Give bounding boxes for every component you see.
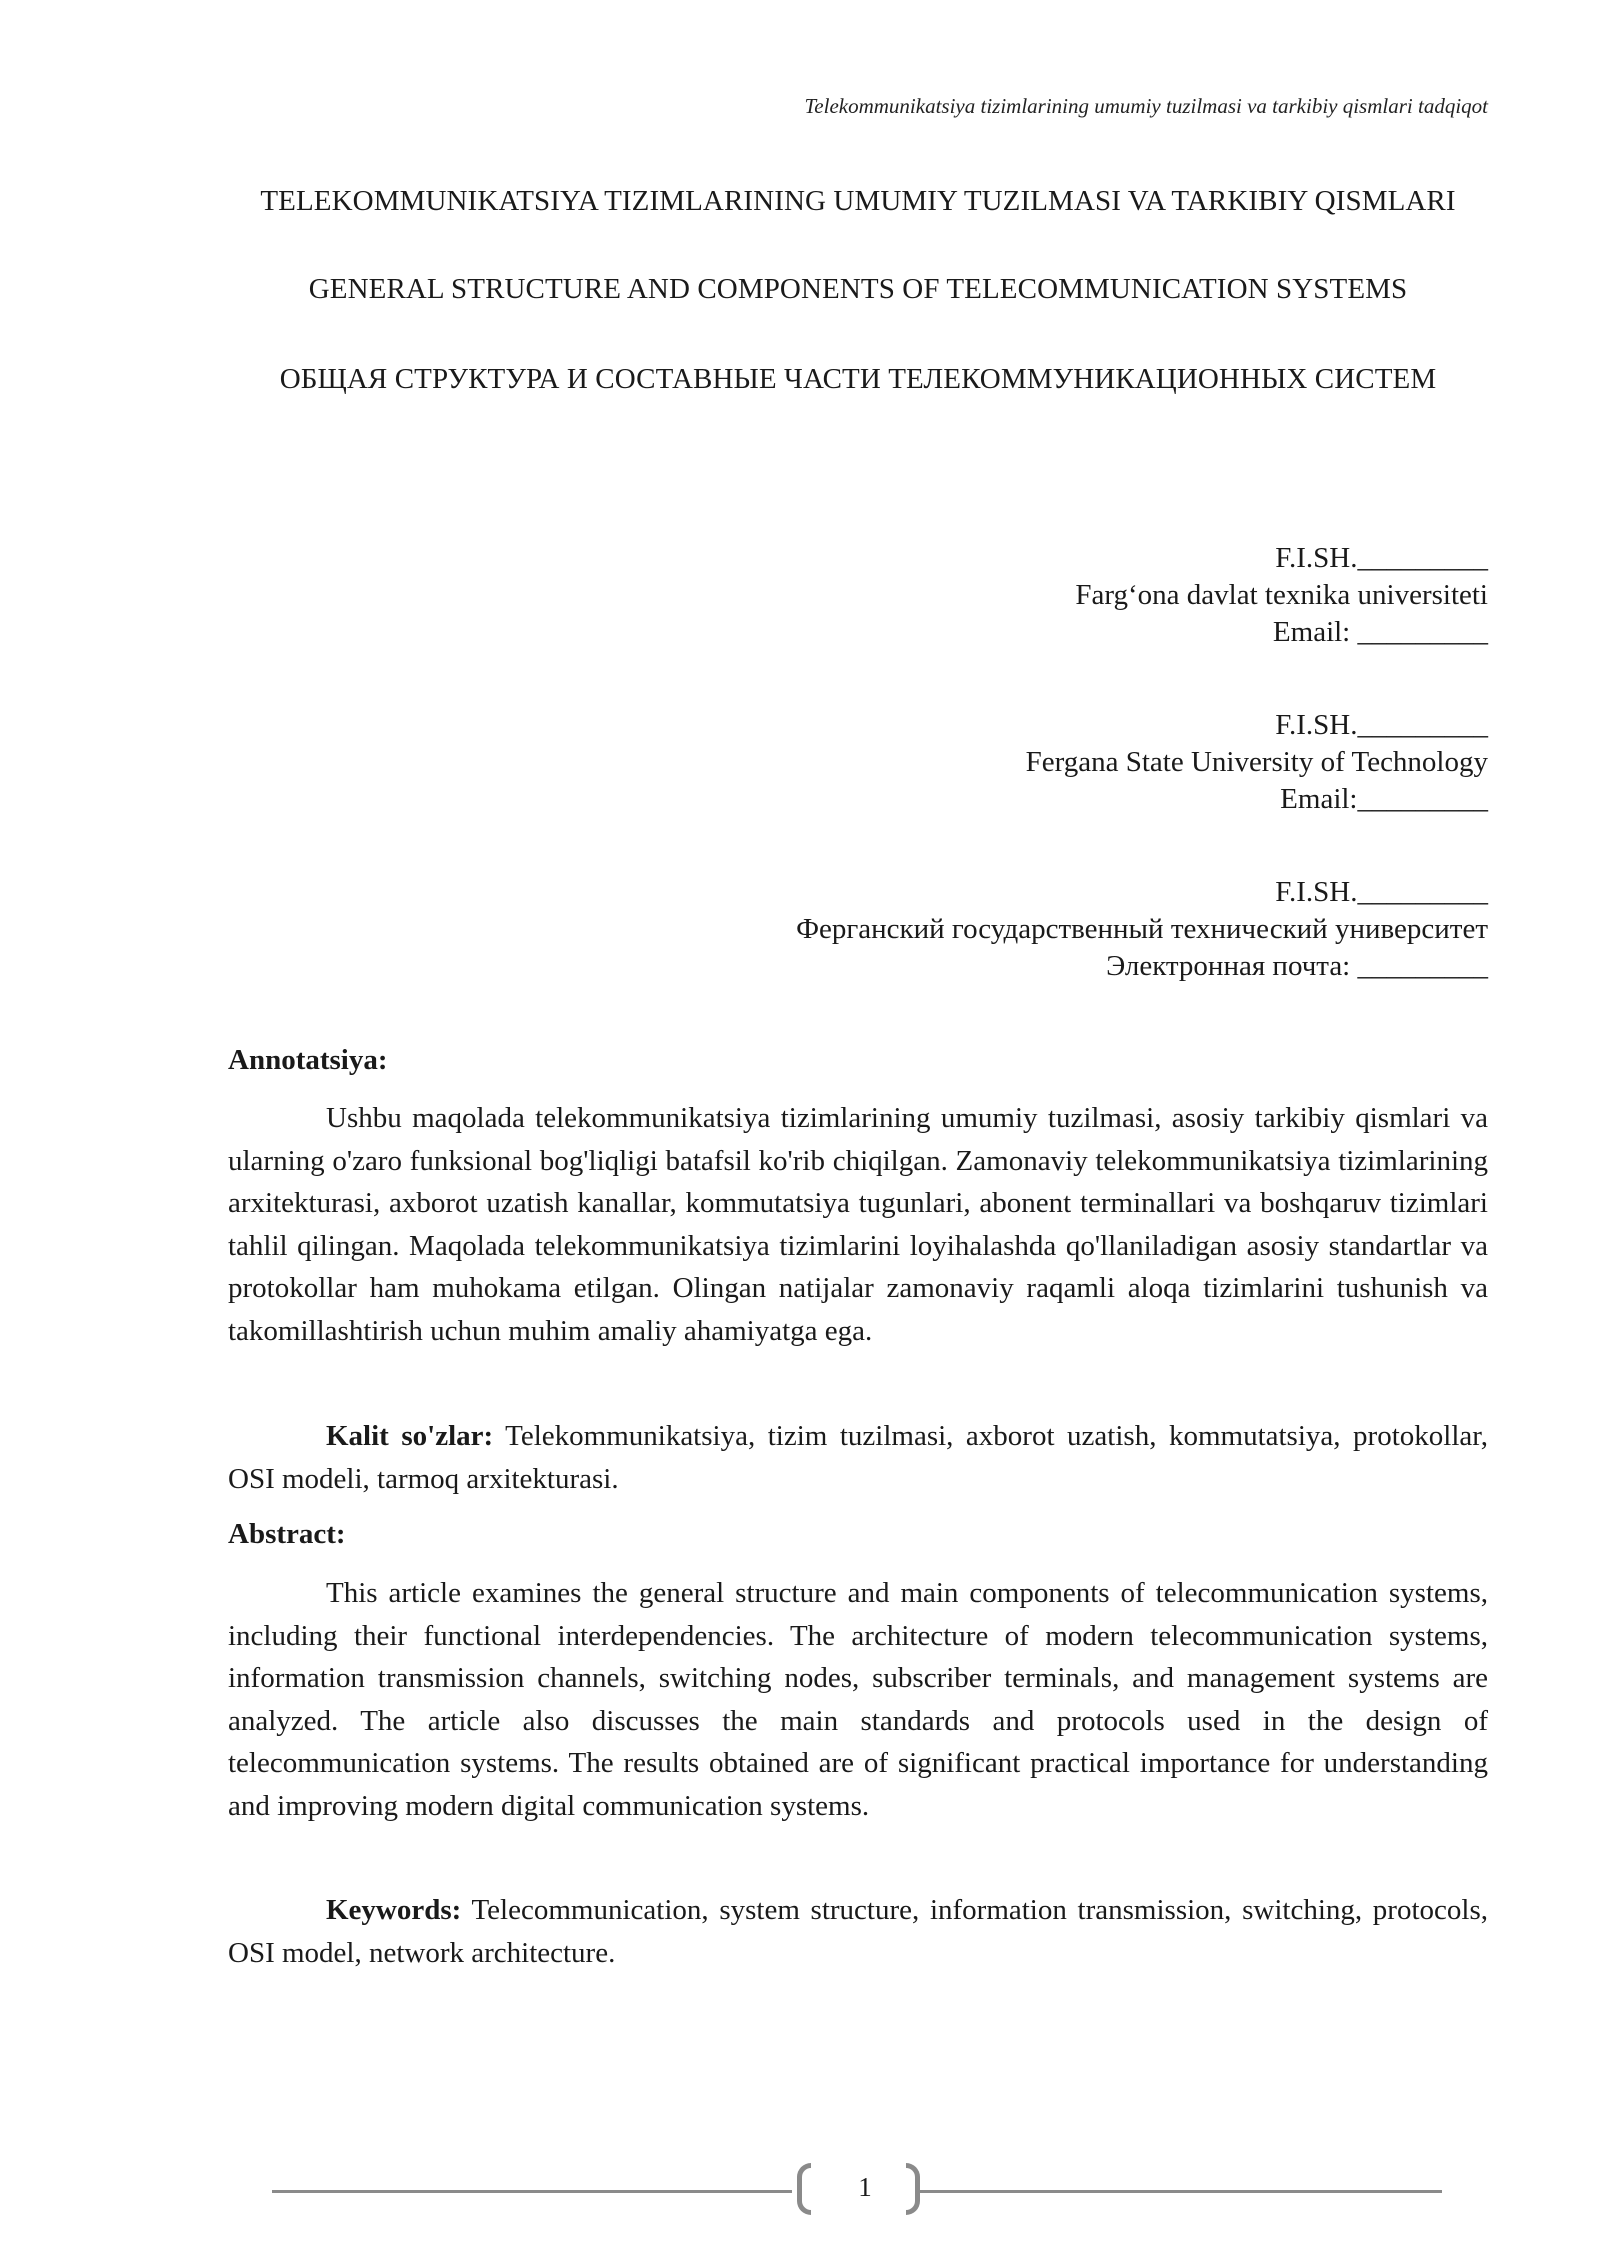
- author-name: F.I.SH._________: [1275, 542, 1488, 574]
- author-name: F.I.SH._________: [1275, 876, 1488, 908]
- author-affiliation: Fergana State University of Technology: [1025, 746, 1488, 778]
- author-block-en: [228, 707, 1488, 818]
- title-english: GENERAL STRUCTURE AND COMPONENTS OF TELECOMMUNICATION SYSTEMS: [308, 273, 1408, 305]
- annotation-keywords: [228, 1415, 1488, 1500]
- footer-rule-left: [272, 2190, 792, 2193]
- author-affiliation: Ферганский государственный технический университет: [796, 913, 1488, 945]
- abstract-keywords: [228, 1889, 1488, 1974]
- author-block-uz: [228, 540, 1488, 651]
- author-email: Электронная почта: _________: [1106, 950, 1488, 982]
- title-russian: ОБЩАЯ СТРУКТУРА И СОСТАВНЫЕ ЧАСТИ ТЕЛЕКОММУНИКАЦИОННЫХ СИСТЕМ: [279, 363, 1437, 395]
- title-block: [228, 182, 1488, 398]
- author-name: F.I.SH._________: [1275, 709, 1488, 741]
- annotation-text: Ushbu maqolada telekommunikatsiya tizimlarining umumiy tuzilmasi, asosiy tarkibiy qismlari va ularning o'zaro funksional bog'liqligi batafsil ko'rib chiqilgan. Zamonaviy telekommunikatsiya tizimlarining arxitekturasi, axborot uzatish kanallar, kommutatsiya tugunlari, abonent terminallari va boshqaruv tizimlari tahlil qilingan. Maqolada telekommunikatsiya tizimlarini loyihalashda qo'llaniladigan asosiy standartlar va protokollar ham muhokama etilgan. Olingan natijalar zamonaviy raqamli aloqa tizimlarini tushunish va takomillashtirish uchun muhim amaliy ahamiyatga ega.: [228, 1102, 1488, 1347]
- author-block-ru: [228, 874, 1488, 985]
- annotation-heading: Annotatsiya:: [228, 1044, 388, 1076]
- author-email: Email:_________: [1280, 783, 1488, 815]
- keywords-text: Telecommunication, system structure, information transmission, switching, protocols, OSI model, network architecture.: [228, 1894, 1488, 1969]
- author-affiliation: Farg‘ona davlat texnika universiteti: [1075, 579, 1488, 611]
- running-header: Telekommunikatsiya tizimlarining umumiy tuzilmasi va tarkibiy qismlari tadqiqot: [804, 94, 1488, 118]
- title-uzbek: TELEKOMMUNIKATSIYA TIZIMLARINING UMUMIY TUZILMASI VA TARKIBIY QISMLARI: [260, 185, 1456, 217]
- footer-rule-right: [920, 2190, 1442, 2193]
- abstract-heading: Abstract:: [228, 1518, 346, 1550]
- keywords-label: Kalit so'zlar:: [326, 1420, 494, 1452]
- keywords-label: Keywords:: [326, 1894, 462, 1926]
- page-bracket-left: [797, 2163, 811, 2215]
- page-bracket-right: [906, 2163, 920, 2215]
- abstract-text: This article examines the general structure and main components of telecommunication systems, including their functional interdependencies. The architecture of modern telecommunication systems, information transmission channels, switching nodes, subscriber terminals, and management systems are analyzed. The article also discusses the main standards and protocols used in the design of telecommunication systems. The results obtained are of significant practical importance for understanding and improving modern digital communication systems.: [228, 1577, 1488, 1822]
- keywords-text: Telekommunikatsiya, tizim tuzilmasi, axborot uzatish, kommutatsiya, protokollar, OSI modeli, tarmoq arxitekturasi.: [228, 1420, 1488, 1495]
- author-email: Email: _________: [1272, 616, 1488, 648]
- page-number: 1: [858, 2172, 872, 2202]
